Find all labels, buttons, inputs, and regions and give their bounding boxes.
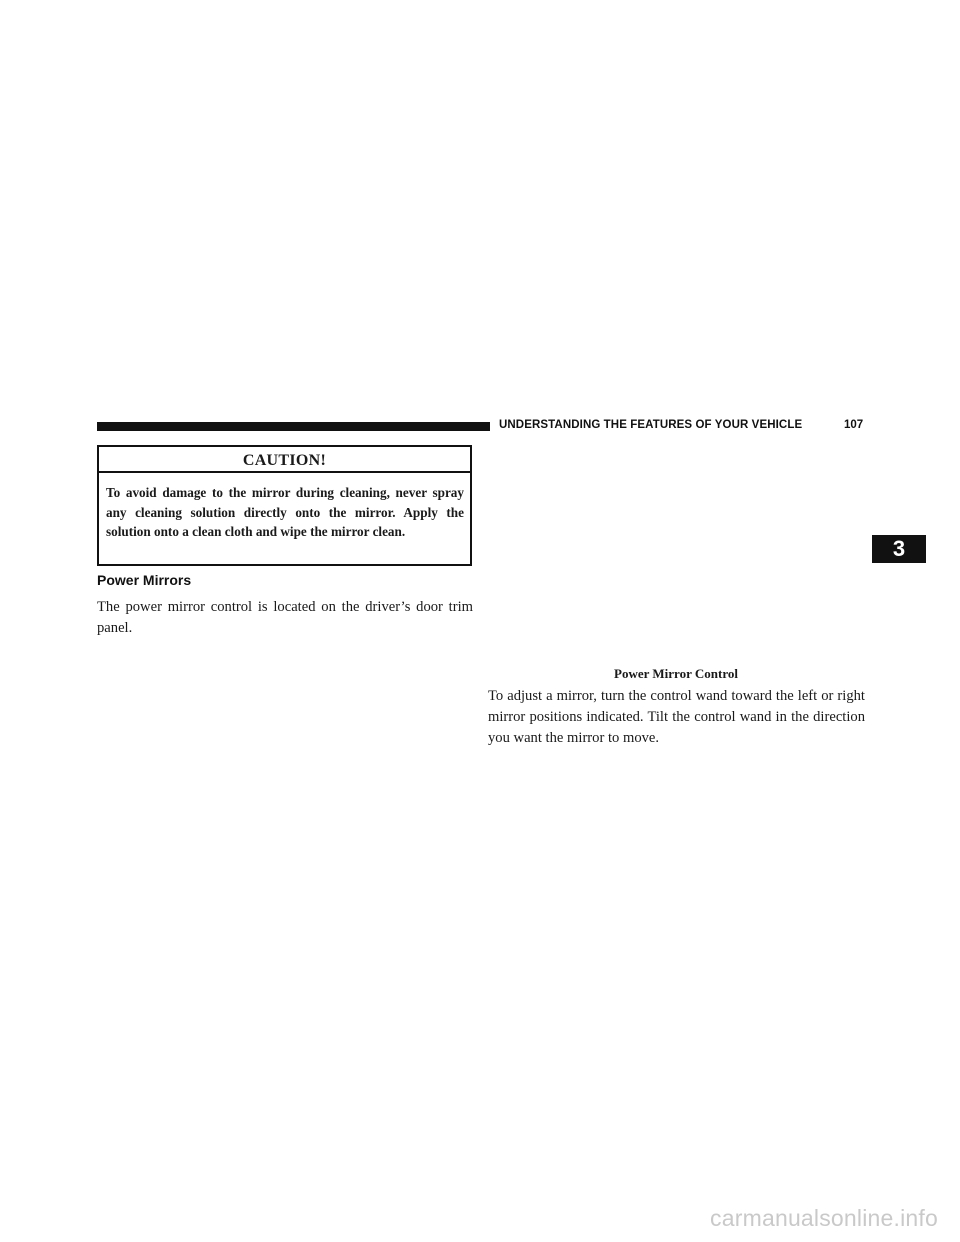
caution-box — [97, 445, 472, 566]
figure-caption: Power Mirror Control — [614, 666, 738, 681]
intro-paragraph: The power mirror control is located on the driver’s door trim panel. — [97, 599, 473, 636]
caution-text: To avoid damage to the mirror during cleaning, never spray any cleaning solution directly onto the mirror. Apply the solution onto a clean cloth and wipe the mirror clean. — [106, 485, 464, 539]
running-header-title: UNDERSTANDING THE FEATURES OF YOUR VEHICLE — [499, 419, 803, 431]
page-number: 107 — [844, 419, 864, 431]
section-heading: Power Mirrors — [97, 572, 192, 588]
chapter-tab: 3 — [872, 535, 926, 563]
header-rule — [97, 422, 490, 431]
watermark: carmanualsonline.info — [710, 1205, 938, 1231]
adjust-paragraph: To adjust a mirror, turn the control wand toward the left or right mirror positions indicated. Tilt the control wand in the direction you want the mirror to move. — [488, 688, 865, 746]
caution-divider — [99, 471, 470, 473]
caution-title: CAUTION! — [242, 452, 327, 469]
